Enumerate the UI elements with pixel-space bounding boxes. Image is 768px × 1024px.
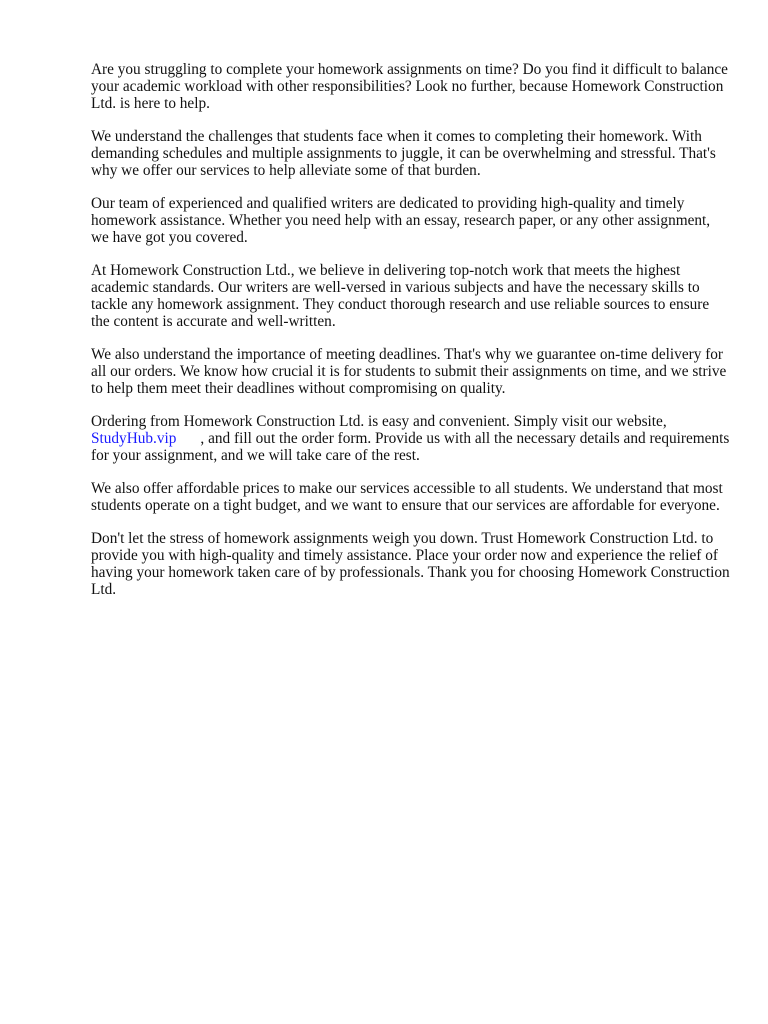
paragraph-team: Our team of experienced and qualified writers are dedicated to providing high-quality and timely homework assistance. Whether you need help with an essay, research paper, or any other assignment, we have got you covered. (91, 195, 711, 246)
ordering-text-after: , and fill out the order form. Provide us with all the necessary details and requirements for your assignment, and we will take care of the rest. (91, 430, 730, 464)
paragraph-standards: At Homework Construction Ltd., we believe in delivering top-notch work that meets the highest academic standards. Our writers are well-versed in various subjects and have the necessary skills to tackle any homework assignment. They conduct thorough research and use reliable sources to ensure the content is accurate and well-written. (91, 262, 710, 330)
ordering-text-before: Ordering from Homework Construction Ltd. is easy and convenient. Simply visit our website, (91, 413, 667, 430)
paragraph-deadlines: We also understand the importance of meeting deadlines. That's why we guarantee on-time delivery for all our orders. We know how crucial it is for students to submit their assignments on time, and we strive to help them meet their deadlines without compromising on quality. (91, 346, 727, 397)
paragraph-challenges: We understand the challenges that students face when it comes to completing their homework. With demanding schedules and multiple assignments to juggle, it can be overwhelming and stressful. That's why we offer our services to help alleviate some of that burden. (91, 128, 716, 179)
paragraph-intro: Are you struggling to complete your homework assignments on time? Do you find it difficult to balance your academic workload with other responsibilities? Look no further, because Homework Construction Ltd. is here to help. (91, 61, 728, 112)
paragraph-prices: We also offer affordable prices to make our services accessible to all students. We understand that most students operate on a tight budget, and we want to ensure that our services are affordable for everyone. (91, 480, 723, 514)
document-body (91, 61, 731, 614)
paragraph-ordering (91, 413, 731, 464)
paragraph-closing: Don't let the stress of homework assignments weigh you down. Trust Homework Construction Ltd. to provide you with high-quality and timely assistance. Place your order now and experience the relief of having your homework taken care of by professionals. Thank you for choosing Homework Construction Ltd. (91, 530, 730, 598)
studyhub-link[interactable]: StudyHub.vip (91, 430, 177, 447)
